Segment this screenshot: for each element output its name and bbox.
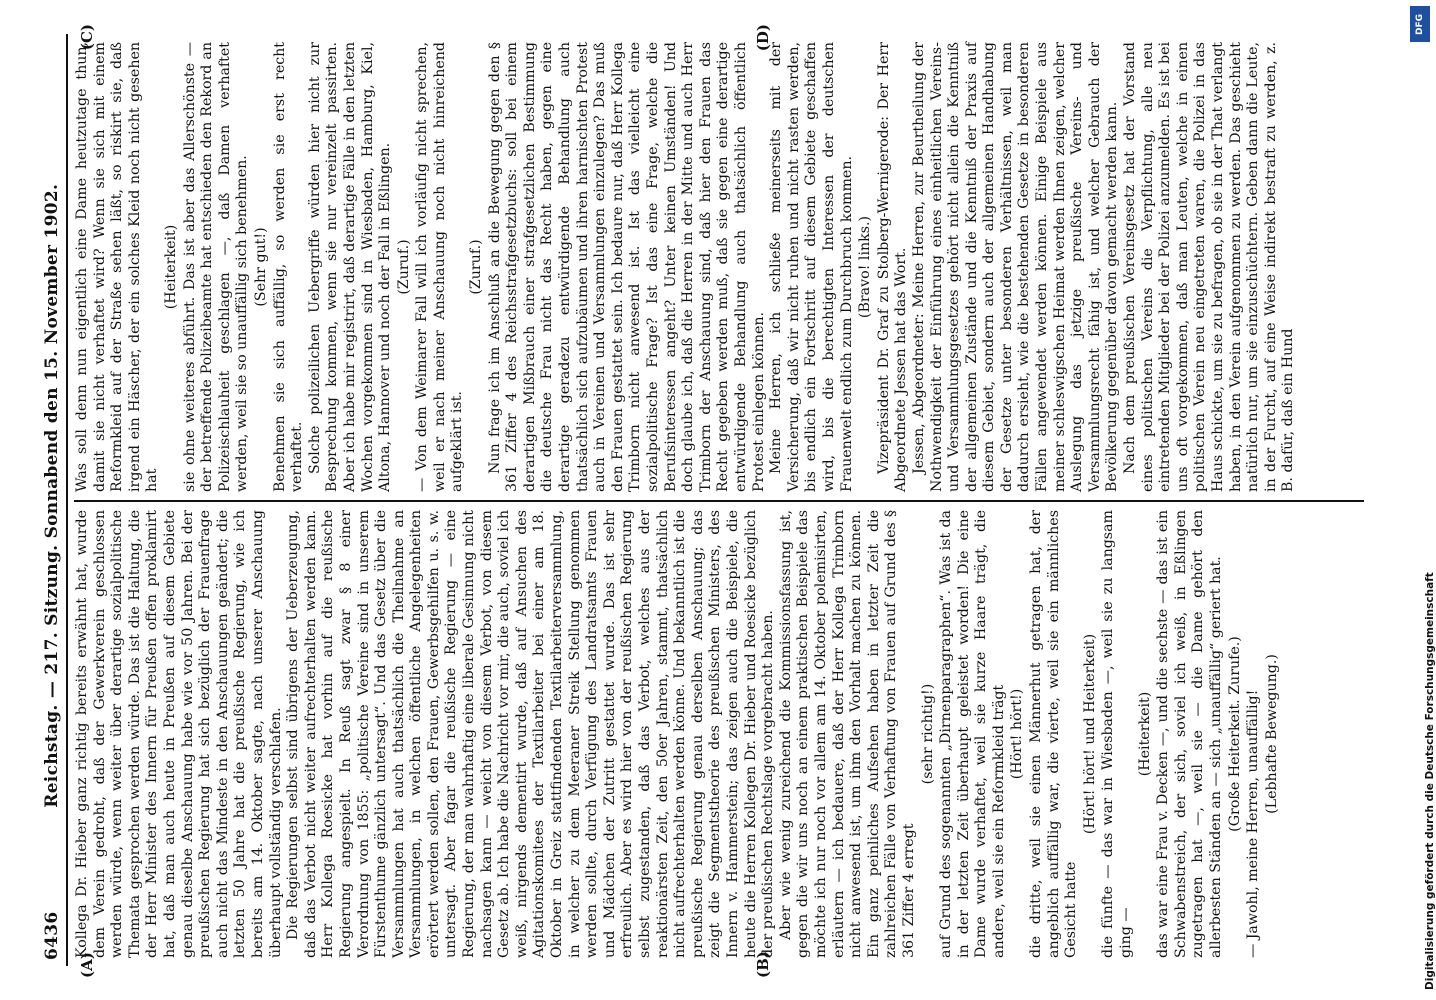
paragraph: die dritte, weil sie einen Männerhut getragen hat, der angeblich auffällig war, die vierte, weil sie ein männliches Gesicht hatte [1028,510,1080,958]
right-column [74,34,1364,500]
paragraph: Jessen, Abgeordneter: Meine Herren, zur Beurtheilung der Nothwendigkeit der Einführung eines einheitlichen Vereins- und Versammlungsgesetzes gehört nicht allein die Kenntniß der allgemeinen Zustände und die Kenntniß der Praxis auf diesem Gebiet, sondern auch der allgemeinen Handhabung der Gesetze unter besonderen Verhältnissen, weil man dadurch ersieht, wie die bestehenden Gesetze in besonderen Fällen angewendet werden können. Einige Beispiele aus meiner schleswigschen Heimat werden Ihnen zeigen, welcher Auslegung das jetzige preußische Vereins- und Versammlungsrecht fähig ist, und welcher Gebrauch der Bevölkerung gegenüber davon gemacht werden kann. [910,42,1121,492]
paragraph: Was soll denn nun eigentlich eine Dame heutzutage thun, damit sie nicht verhaftet wird? Wenn sie sich mit einem Reformkleid auf der Straße sehen läßt, so riskirt sie, daß irgend ein Häscher, der ein solches Kleid noch nicht gesehen hat [74,42,161,492]
paragraph: Nun frage ich im Anschluß an die Bewegung gegen den § 361 Ziffer 4 des Reichsstrafgesetzbuchs: soll bei einem derartigen Mißbrauch einer strafgesetzlichen Bestimmung die deutsche Frau nicht das Recht haben, gegen eine derartige geradezu entwürdigende Behandlung auch thatsächlich sich aufzubäumen und ihren harnischten Protest auch in Vereinen und Versammlungen einzulegen? Das muß den Frauen gestattet sein. Ich bedaure nur, daß Herr Kollega Trimborn nicht anwesend ist. Ist das vielleicht eine sozialpolitische Frage? Ist das eine Frage, welche die Berufsinteressen angeht? Unter keinen Umständen! Und doch glaube ich, daß die Herren in der Mitte und auch Herr Trimborn der Anschauung sind, daß hier den Frauen das Recht gegeben werden muß, daß sie gegen eine derartige entwürdigende Behandlung auch thatsächlich öffentlich Protest einlegen können. [486,42,767,492]
stage-note: (Große Heiterkeit. Zurufe.) [1226,636,1243,832]
stage-note: (Bravo! links.) [857,215,874,319]
paragraph: Kollega Dr. Hieber ganz richtig bereits erwähnt hat, wurde dem Verein gedroht, daß der Gewerkverein geschlossen werden würde, wenn weiter über derartige sozialpolitische Themata gesprochen werden würde. Das ist die Haltung, die der Herr Minister des Innern für Preußen offen proklamirt hat, daß man auch heute in Preußen auf diesem Gebiete genau dieselbe Anschauung habe wie vor 50 Jahren. Bei der preußischen Regierung hat sich bezüglich der Frauenfrage auch nicht das Mindeste in den Anschauungen geändert; die letzten 50 Jahre hat die preußische Regierung, wie ich bereits am 14. Oktober sagte, nach unserer Anschauung überhaupt vollständig verschlafen. [74,510,284,958]
page-title: Reichstag. — 217. Sitzung. Sonnabend den 15. November 1902. [42,183,62,808]
stage-note: (Sehr gut!) [252,227,269,307]
paragraph: Vizepräsident Dr. Graf zu Stolberg-Wernigerode: Der Herr Abgeordnete Jessen hat das Wort. [875,42,910,492]
paragraph: Nach dem preußischen Vereinsgesetz hat der Vorstand eines politischen Vereins die Verpflichtung, alle neu eintretenden Mitglieder bei der Polizei anzumelden. Es ist bei uns oft vorgekommen, daß man Leuten, welche in einen politischen Verein neu eingetreten waren, die Polizei in das Haus schickte, um sie zu befragen, ob sie in der That verlangt haben, in den Verein aufgenommen zu werden. Das geschieht natürlich nur, um sie einzuschüchtern. Geben dann die Leute, in der Furcht, auf eine Weise indirekt bestraft zu werden, z. B. dafür, daß ein Hund [1122,42,1297,492]
margin-marker-b: (B) [754,951,772,978]
paragraph: Die Regierungen selbst sind übrigens der Ueberzeugung, daß das Verbot nicht weiter aufrechterhalten werden kann. Herr Kollega Roesicke hat vorhin auf die reußische Regierung angespielt. In Reuß sagt zwar § 8 einer Verordnung von 1855: „politische Vereine sind in unserem Fürstenthume gänzlich untersagt“. Und das Gesetz über die Versammlungen hat auch thatsächlich die Theilnahme an Versammlungen, in welchen öffentliche Angelegenheiten erörtert werden sollen, den Frauen, Gewerbsgehilfen u. s. w. untersagt. Aber fagar die reußische Regierung — eine Regierung, der man wahrhaftig eine liberale Gesinnung nicht nachsagen kann — weicht von diesem Verbot, von diesem Gesetz ab. Ich habe die Nachricht vor mir, die auch, soviel ich weiß, nirgends dementirt wurde, daß auf Ansuchen des Agitationskomitees der Textilarbeiter bei einer am 18. Oktober in Greiz stattfindenden Textilarbeiterversammlung, in welcher zu dem Meeraner Streik Stellung genommen werden sollte, durch Verfügung des Landratsamts Frauen und Mädchen der Zutritt gestattet wurde. Das ist sehr erfreulich. Aber es wird hier von der reußischen Regierung selbst zugestanden, daß das Verbot, welches aus der reaktionärsten Zeit, den 50er Jahren, stammt, thatsächlich nicht aufrechterhalten werden könne. Und bekanntlich ist die preußische Regierung genau derselben Anschauung; das zeigt die Segmentstheorie des preußischen Ministers, des Innern v. Hammerstein; das zeigen auch die Beispiele, die heute die Herren Kollegen Dr. Hieber und Roesicke bezüglich der preußischen Rechtslage vorgebracht haben. [285,510,777,958]
paragraph: die fünfte — das war in Wiesbaden —, weil sie zu langsam ging — [1100,510,1135,958]
stage-note: (Heiterkeit) [1136,691,1153,777]
left-column [74,500,1364,966]
margin-marker-c: (C) [78,24,96,51]
stage-note: (Heiterkeit) [162,224,179,310]
text-columns [74,24,1364,978]
paragraph: — Von dem Weimarer Fall will ich vorläufig nicht sprechen, weil er nach meiner Anschauung noch nicht hinreichend aufgeklärt ist. [414,42,466,492]
margin-marker-d: (D) [754,24,772,52]
page-header [40,34,66,966]
paragraph: auf Grund des sogenannten „Dirnenparagraphen“. Was ist da in der letzten Zeit überhaupt geleistet worden! Die eine Dame wurde verhaftet, weil sie kurze Haare trägt, die andere, weil sie ein Reformkleid trägt [938,510,1007,958]
digitization-credit-strip [1404,0,1434,1000]
paragraph: das war eine Frau v. Decken —, und die sechste — das ist ein Schwabenstreich, der sich, soviel ich weiß, in Eßlingen zugetragen hat —, weil sie — die Dame gehört den allerbesten Ständen an — sich „unauffällig“ geriert hat. [1155,510,1224,958]
paragraph: Solche polizeilichen Uebergriffe würden hier nicht zur Besprechung kommen, wenn sie nur vereinzelt passirten. Aber ich habe mir registrirt, daß derartige Fälle in den letzten Wochen vorgekommen sind in Wiesbaden, Hamburg, Kiel, Altona, Hannover und noch der Fall in Eßlingen. [306,42,394,492]
page-number: 6436 [42,911,62,960]
paragraph: Benehmen sie sich auffällig, so werden sie erst recht verhaftet. [271,42,306,492]
stage-note: (sehr richtig!) [919,683,936,785]
paragraph: sie ohne weiteres abführt. Das ist aber das Allerschönste — der betreffende Polizeibeamte hat entschieden den Rekord an Polizeischlauheit geschlagen —, daß Damen verhaftet werden, weil sie so unauffällig sich benehmen. [181,42,251,492]
stage-note: (Hört! hört! und Heiterkeit) [1081,633,1098,835]
stage-note: (Zuruf.) [395,239,412,295]
rotated-page-content [30,20,1400,980]
paragraph: Meine Herren, ich schließe meinerseits mit der Versicherung, daß wir nicht ruhen und nicht rasten werden, bis endlich ein Fortschritt auf diesem Gebiete geschaffen wird, bis die berechtigten Interessen der deutschen Frauenwelt endlich zum Durchbruch kommen. [768,42,855,492]
header-rule [66,34,68,966]
digitization-credit: Digitalisierung gefördert durch die Deutsche Forschungsgemeinschaft [1424,572,1436,990]
paragraph: — Jawohl, meine Herren, unauffällig! [1245,689,1262,958]
stage-note: (Lebhafte Bewegung.) [1263,654,1280,814]
stage-note: (Zuruf.) [468,239,485,295]
paragraph: Aber wie wenig zureichend die Kommissionsfassung ist, gegen die wir uns noch an einem praktischen Beispiele das möchte ich nur noch vor allem am 14. Oktober polemisirten, erläutern — ich bedauere, daß der Herr Kollega Trimborn nicht anwesend ist, um ihm den Vorhalt machen zu können. Ein ganz peinliches Aufsehen haben in letzter Zeit die zahlreichen Fälle von Verhaftung von Frauen auf Grund des § 361 Ziffer 4 erregt [777,510,917,958]
dfg-logo: DFG [1410,6,1430,42]
margin-marker-a: (A) [78,952,96,978]
stage-note: (Hört! hört!) [1009,688,1026,780]
